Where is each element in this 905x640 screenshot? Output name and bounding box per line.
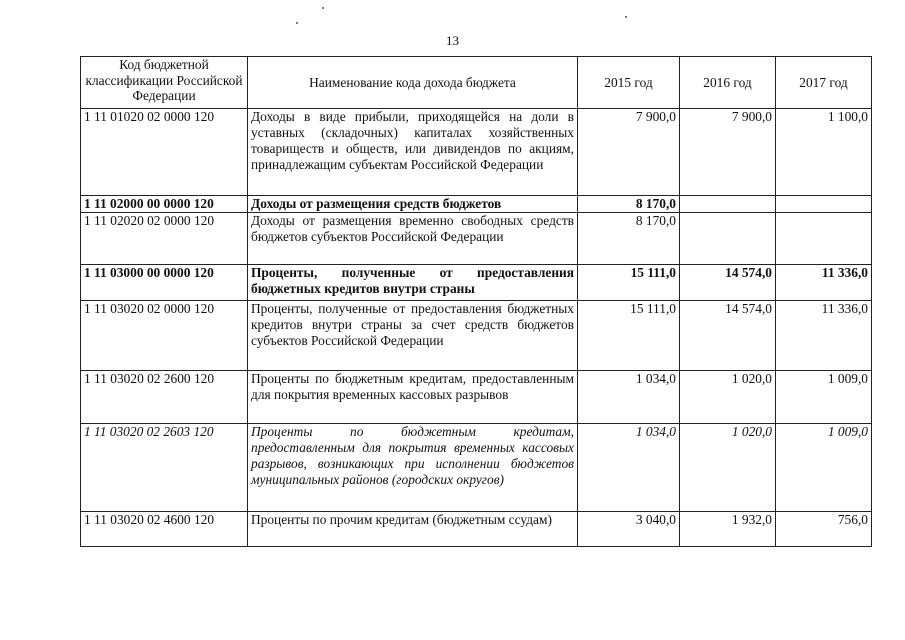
table-row	[81, 196, 872, 213]
revenue-name: Проценты, полученные от предоставления бюджетных кредитов внутри страны за счет средств бюджетов субъектов Российской Федерации	[248, 301, 578, 371]
header-revenue-name: Наименование кода дохода бюджета	[248, 57, 578, 109]
value-2016	[680, 213, 776, 265]
value-2016: 1 020,0	[680, 371, 776, 424]
value-2015: 8 170,0	[578, 196, 680, 213]
revenue-name: Проценты по бюджетным кредитам, предоставленным для покрытия временных кассовых разрывов, возникающих при исполнении бюджетов муниципальных районов (городских округов)	[248, 424, 578, 512]
revenue-name: Проценты по бюджетным кредитам, предоставленным для покрытия временных кассовых разрывов	[248, 371, 578, 424]
scan-speck	[322, 7, 324, 9]
value-2017	[776, 196, 872, 213]
table-header-row	[81, 57, 872, 109]
table-row	[81, 109, 872, 196]
budget-code: 1 11 03020 02 4600 120	[81, 512, 248, 547]
revenue-name: Доходы от размещения средств бюджетов	[248, 196, 578, 213]
value-2015: 15 111,0	[578, 265, 680, 301]
revenue-name: Проценты, полученные от предоставления бюджетных кредитов внутри страны	[248, 265, 578, 301]
value-2017: 1 009,0	[776, 424, 872, 512]
value-2017: 11 336,0	[776, 301, 872, 371]
value-2016: 14 574,0	[680, 301, 776, 371]
value-2017	[776, 213, 872, 265]
table-row	[81, 424, 872, 512]
value-2015: 1 034,0	[578, 371, 680, 424]
value-2015: 7 900,0	[578, 109, 680, 196]
header-year-2017: 2017 год	[776, 57, 872, 109]
budget-code: 1 11 03020 02 2600 120	[81, 371, 248, 424]
header-year-2015: 2015 год	[578, 57, 680, 109]
budget-code: 1 11 01020 02 0000 120	[81, 109, 248, 196]
value-2016: 1 932,0	[680, 512, 776, 547]
value-2016: 1 020,0	[680, 424, 776, 512]
value-2015: 3 040,0	[578, 512, 680, 547]
header-budget-code: Код бюджетной классификации Российской Федерации	[81, 57, 248, 109]
budget-code: 1 11 03020 02 0000 120	[81, 301, 248, 371]
budget-revenue-table	[80, 56, 872, 547]
budget-code: 1 11 03020 02 2603 120	[81, 424, 248, 512]
scan-speck	[625, 16, 627, 18]
table-row	[81, 512, 872, 547]
revenue-name: Проценты по прочим кредитам (бюджетным ссудам)	[248, 512, 578, 547]
value-2017: 756,0	[776, 512, 872, 547]
budget-code: 1 11 02020 02 0000 120	[81, 213, 248, 265]
revenue-name: Доходы в виде прибыли, приходящейся на доли в уставных (складочных) капиталах хозяйственных товариществ и обществ, или дивидендов по акциям, принадлежащим субъектам Российской Федерации	[248, 109, 578, 196]
scan-speck	[296, 22, 298, 24]
table-row	[81, 371, 872, 424]
value-2015: 8 170,0	[578, 213, 680, 265]
value-2017: 11 336,0	[776, 265, 872, 301]
revenue-name: Доходы от размещения временно свободных средств бюджетов субъектов Российской Федерации	[248, 213, 578, 265]
page-number: 13	[446, 33, 459, 48]
budget-code: 1 11 02000 00 0000 120	[81, 196, 248, 213]
table-row	[81, 265, 872, 301]
value-2016: 7 900,0	[680, 109, 776, 196]
table-row	[81, 301, 872, 371]
value-2015: 1 034,0	[578, 424, 680, 512]
value-2017: 1 009,0	[776, 371, 872, 424]
value-2016: 14 574,0	[680, 265, 776, 301]
budget-code: 1 11 03000 00 0000 120	[81, 265, 248, 301]
header-year-2016: 2016 год	[680, 57, 776, 109]
value-2015: 15 111,0	[578, 301, 680, 371]
table-row	[81, 213, 872, 265]
value-2016	[680, 196, 776, 213]
value-2017: 1 100,0	[776, 109, 872, 196]
